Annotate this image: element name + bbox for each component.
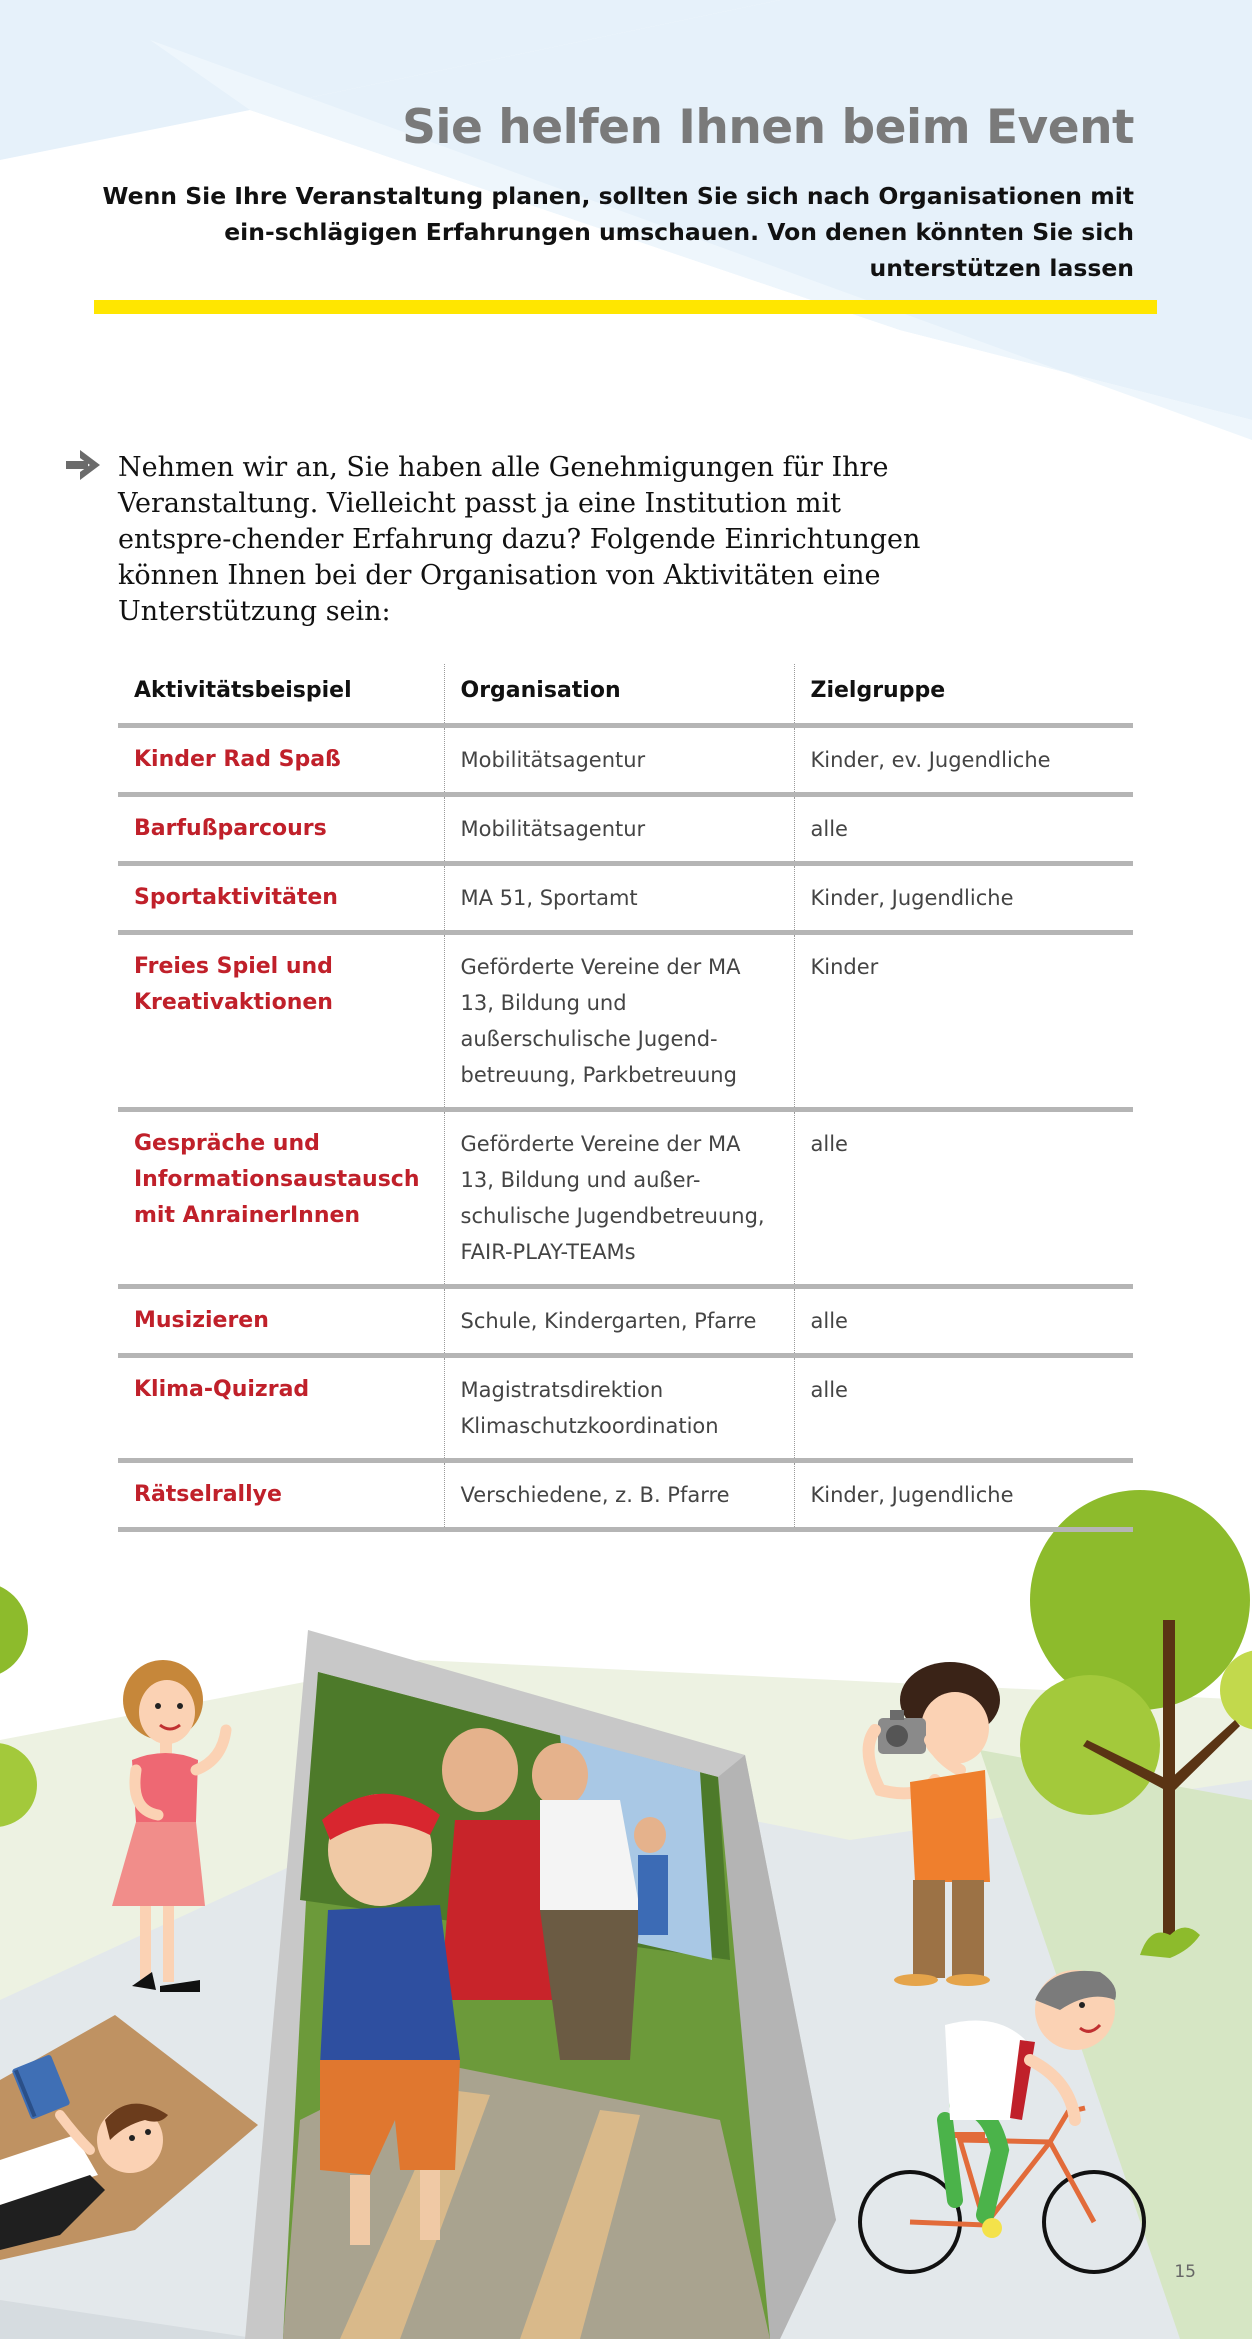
activity-cell: Gespräche und Informationsaustausch mit AnrainerInnen	[118, 1110, 444, 1287]
target-group-cell: alle	[794, 1110, 1133, 1287]
table-row	[118, 1356, 1133, 1461]
activity-cell: Musizieren	[118, 1287, 444, 1356]
yellow-divider	[94, 300, 1157, 314]
table-row	[118, 1110, 1133, 1287]
organisation-cell: Geförderte Vereine der MA 13, Bildung und außer-schulische Jugendbetreuung, FAIR-PLAY-TEAMs	[444, 1110, 794, 1287]
organisation-cell: Mobilitätsagentur	[444, 726, 794, 795]
organisation-cell: Mobilitätsagentur	[444, 795, 794, 864]
left-bush-illustration	[0, 1582, 37, 1827]
target-group-cell: Kinder, ev. Jugendliche	[794, 726, 1133, 795]
page-number: 15	[1174, 2262, 1196, 2282]
organisation-cell: Verschiedene, z. B. Pfarre	[444, 1461, 794, 1530]
intro-paragraph: Nehmen wir an, Sie haben alle Genehmigungen für Ihre Veranstaltung. Vielleicht passt ja eine Institution mit entspre-chender Erfahrung dazu? Folgende Einrichtungen können Ihnen bei der Organisation von Aktivitäten eine Unterstützung sein:	[118, 452, 921, 627]
target-group-cell: Kinder, Jugendliche	[794, 1461, 1133, 1530]
activity-cell: Klima-Quizrad	[118, 1356, 444, 1461]
activity-cell: Kinder Rad Spaß	[118, 726, 444, 795]
header-target-group: Zielgruppe	[794, 664, 1133, 726]
header-activity: Aktivitätsbeispiel	[118, 664, 444, 726]
header-organisation: Organisation	[444, 664, 794, 726]
target-group-cell: alle	[794, 795, 1133, 864]
organisation-cell: Geförderte Vereine der MA 13, Bildung und außerschulische Jugend-betreuung, Parkbetreuung	[444, 933, 794, 1110]
organisation-cell: Schule, Kindergarten, Pfarre	[444, 1287, 794, 1356]
target-group-cell: Kinder	[794, 933, 1133, 1110]
activity-cell: Freies Spiel und Kreativaktionen	[118, 933, 444, 1110]
target-group-cell: alle	[794, 1356, 1133, 1461]
table-row	[118, 1461, 1133, 1530]
table-header-row	[118, 664, 1133, 726]
page-title: Sie helfen Ihnen beim Event	[402, 100, 1134, 155]
organisation-cell: Magistratsdirektion Klimaschutzkoordination	[444, 1356, 794, 1461]
activity-cell: Sportaktivitäten	[118, 864, 444, 933]
activity-cell: Rätselrallye	[118, 1461, 444, 1530]
target-group-cell: Kinder, Jugendliche	[794, 864, 1133, 933]
table-row	[118, 726, 1133, 795]
subtitle: Wenn Sie Ihre Veranstaltung planen, sollten Sie sich nach Organisationen mit ein-schlägigen Erfahrungen umschauen. Von denen könnten Sie sich unterstützen lassen	[102, 182, 1134, 282]
activity-cell: Barfußparcours	[118, 795, 444, 864]
table-row	[118, 864, 1133, 933]
support-table	[118, 664, 1133, 1532]
target-group-cell: alle	[794, 1287, 1133, 1356]
organisation-cell: MA 51, Sportamt	[444, 864, 794, 933]
table-row	[118, 1287, 1133, 1356]
arrow-right-icon	[66, 448, 102, 482]
table-row	[118, 933, 1133, 1110]
table-row	[118, 795, 1133, 864]
